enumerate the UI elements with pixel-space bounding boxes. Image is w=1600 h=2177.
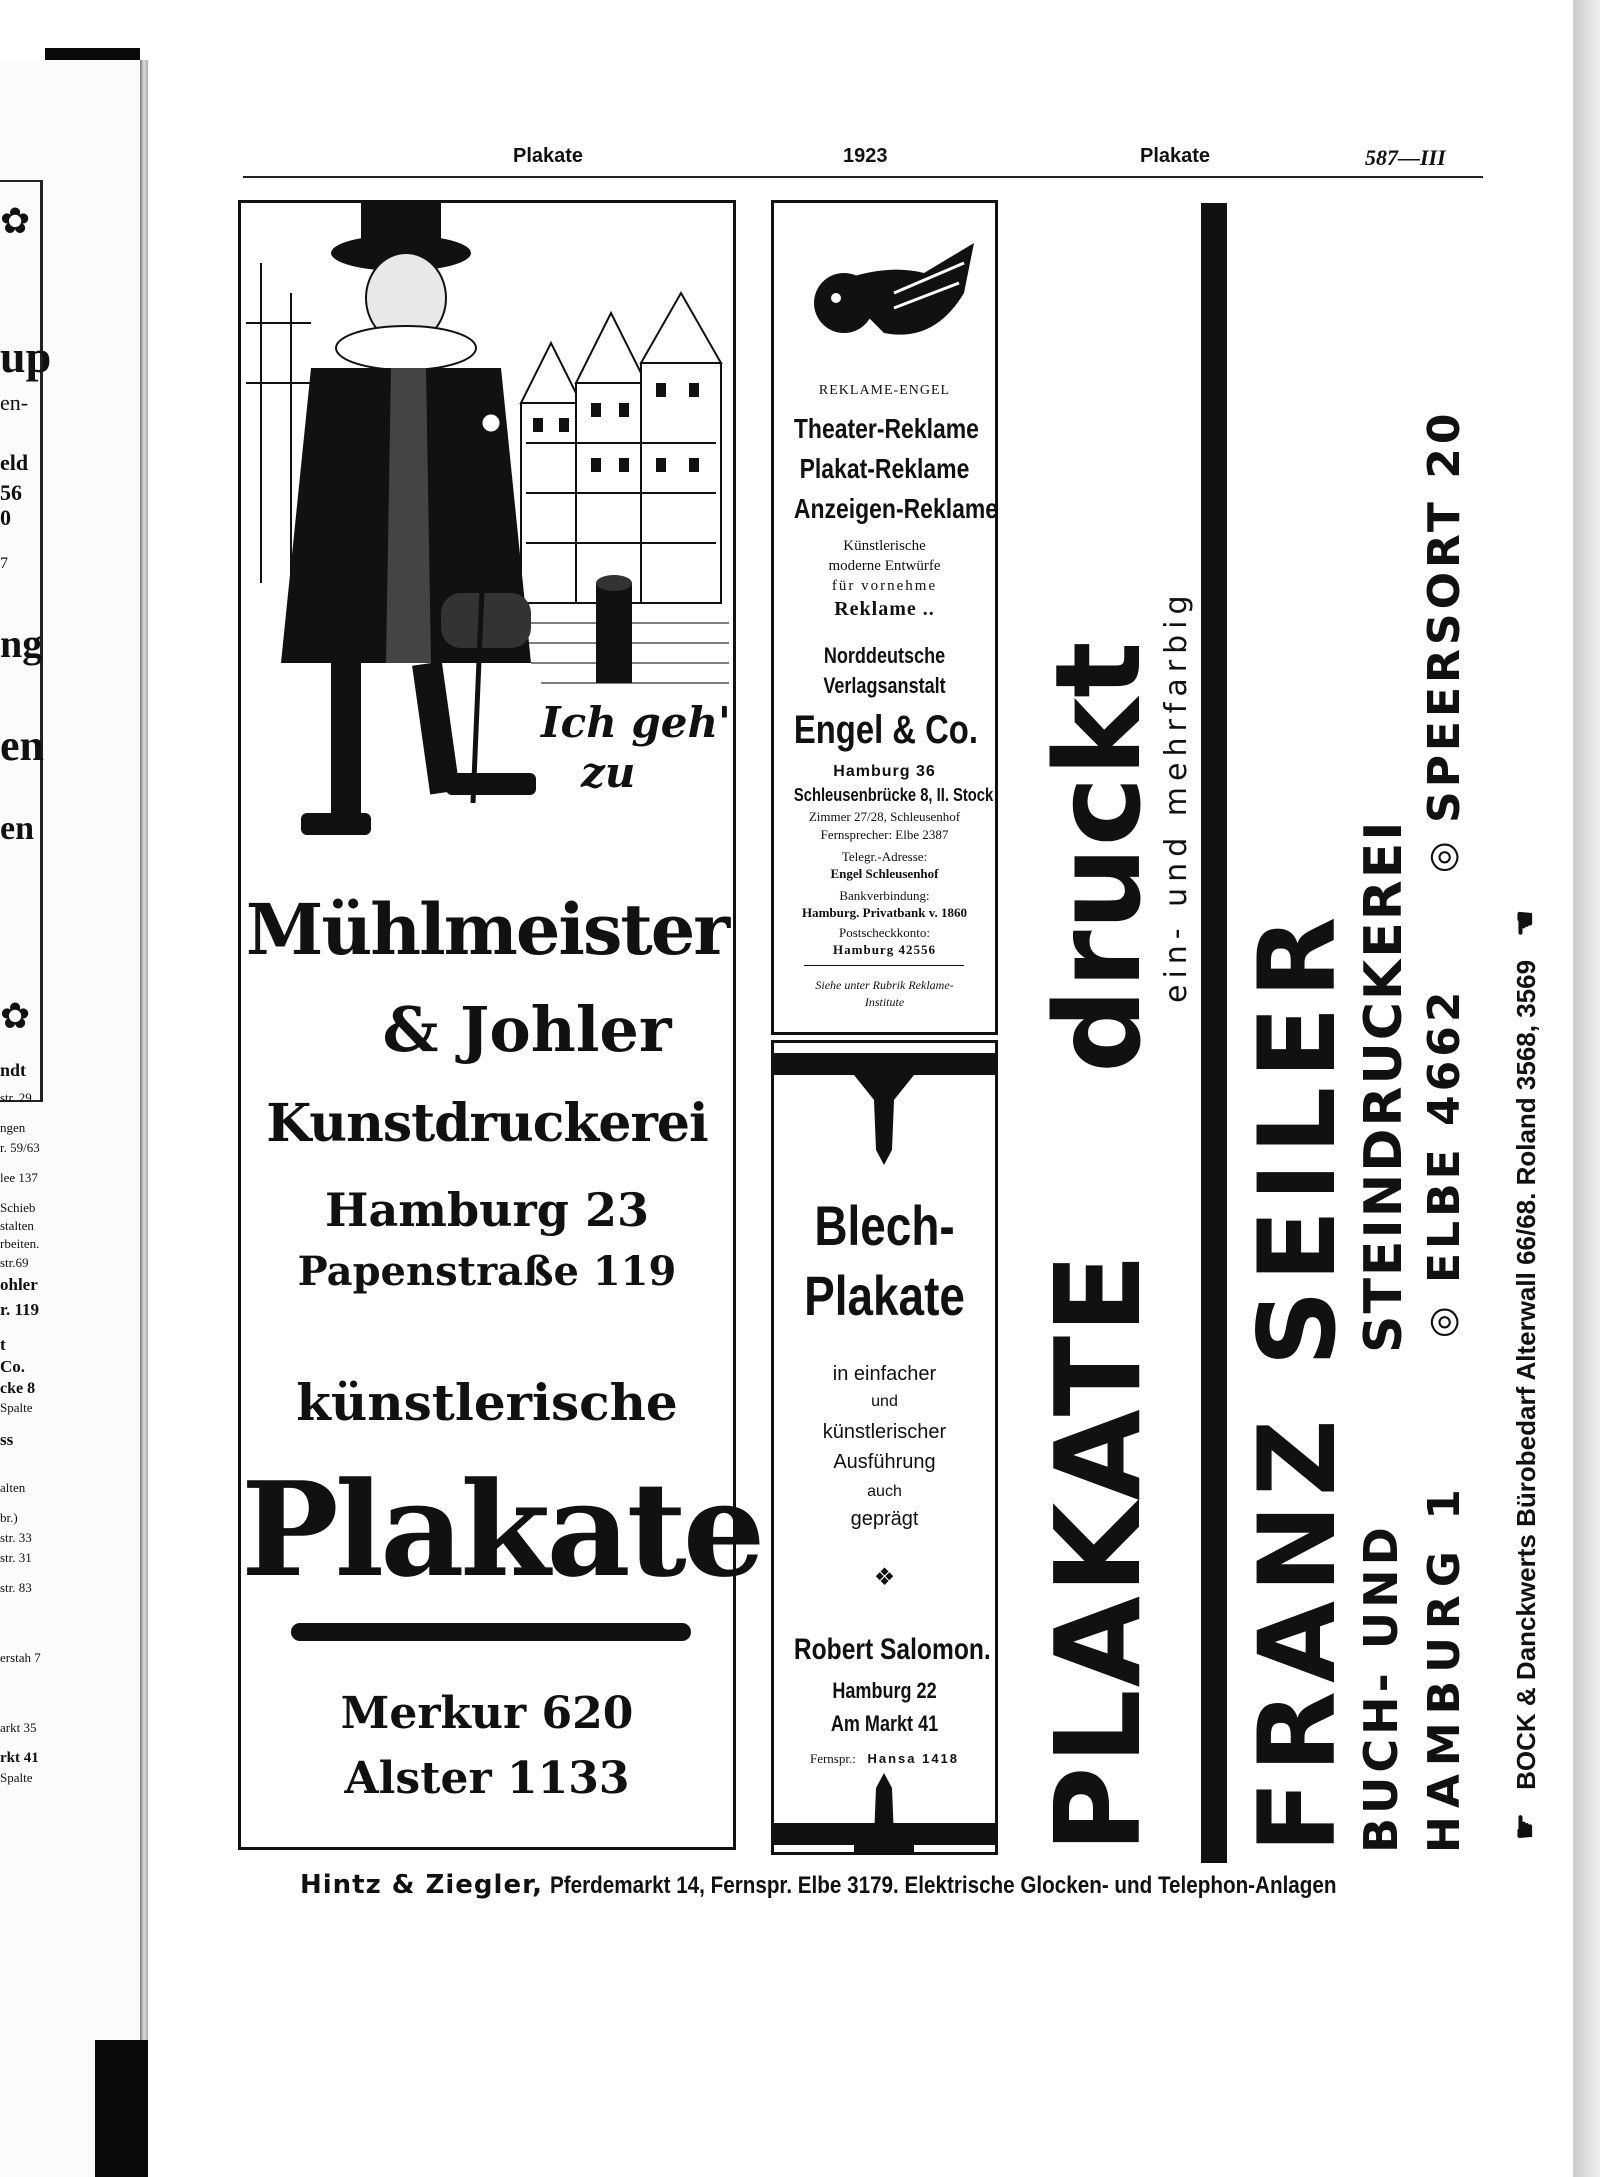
left-page-line: ss (0, 1430, 14, 1449)
left-page-line: arkt 35 (0, 1720, 37, 1735)
left-page-line: Co. (0, 1357, 26, 1376)
ad4-ornament1-icon: ◎ (1421, 1306, 1462, 1338)
ad1-phone2: Alster 1133 (344, 1753, 630, 1804)
left-page-line: en (0, 810, 34, 847)
ad2-desc1: Künstlerische (843, 538, 926, 554)
left-page-line: cke 8 (0, 1380, 36, 1397)
ad4-ornament2-icon: ◎ (1421, 841, 1462, 873)
ad1-phone1: Merkur 620 (340, 1688, 634, 1739)
ad3-ornament-icon: ❖ (873, 1564, 896, 1591)
ad1-underline-bar (291, 1623, 691, 1641)
ad3-top-post-icon (774, 1075, 995, 1165)
ad3-desc1: in einfacher (832, 1363, 937, 1385)
left-page-line: 7 (0, 555, 8, 572)
page-fold (140, 60, 148, 2177)
ad3-title2: Plakate (804, 1264, 965, 1327)
left-page-line: str. 83 (0, 1580, 32, 1595)
left-page-line: 56 (0, 480, 22, 505)
left-page-line: rbeiten. (0, 1236, 40, 1251)
ad1-city: Hamburg 23 (325, 1183, 649, 1237)
left-page-line: rkt 41 (0, 1750, 39, 1766)
mooring-post-top (596, 575, 632, 591)
ad1-business: Kunstdruckerei (266, 1093, 708, 1154)
ad2-rooms: Zimmer 27/28, Schleusenhof (808, 809, 961, 824)
ornament-icon: ✿ (0, 995, 31, 1036)
left-page-line: r. 119 (0, 1300, 40, 1319)
left-page-line: alten (0, 1480, 26, 1495)
footer-company: Hintz & Ziegler, (300, 1870, 543, 1900)
left-page-line: t (0, 1335, 6, 1354)
left-page-line: str. 29 (0, 1090, 32, 1105)
left-page-line: ngen (0, 1120, 26, 1135)
ornament-icon: ✿ (0, 200, 31, 241)
ad4-vertical-bar (1201, 203, 1227, 1863)
left-page-line: r. 59/63 (0, 1140, 40, 1155)
left-page-line: ng (0, 621, 43, 666)
ad3-desc6: geprägt (850, 1508, 919, 1530)
ad2-note1: Siehe unter Rubrik Reklame- (815, 978, 954, 992)
pointing-hand-icon: ☚ (1509, 909, 1542, 937)
reklame-engel-logo-icon (774, 223, 995, 373)
side-ad-text: BOCK & Danckwerts Bürobedarf Alterwall 66/68. Roland 3568, 3569 (1511, 959, 1541, 1790)
left-page-line: str. 33 (0, 1530, 32, 1545)
ad4-big-druckt: druckt (1029, 641, 1167, 1073)
left-page-line: ndt (0, 1060, 27, 1080)
ad4-small-colors: ein- und mehrfarbig (1159, 589, 1194, 1003)
ad-robert-salomon (771, 1040, 998, 1855)
ad1-slogan-line1: Ich geh' (541, 698, 731, 747)
ad2-line2: Plakat-Reklame (799, 453, 970, 484)
side-ad-bock-danckwerts (1508, 910, 1543, 1840)
left-page-line: stalten (0, 1218, 34, 1233)
left-page-line: str. 31 (0, 1550, 32, 1565)
ad4-address2: SPEERSORT 20 (1419, 409, 1470, 823)
ad3-desc3: künstlerischer (822, 1421, 947, 1443)
ad3-phone: Hansa 1418 (867, 1751, 960, 1766)
ad4-phone: ELBE 4662 (1419, 987, 1470, 1283)
left-page-line: Spalte (0, 1770, 33, 1785)
pointing-hand-icon: ☛ (1509, 1813, 1542, 1840)
ad3-bottom-bar (774, 1823, 995, 1845)
left-page-line: erstah 7 (0, 1650, 41, 1665)
ad2-city: Hamburg 36 (833, 763, 936, 780)
ad2-desc4: Reklame .. (834, 598, 935, 620)
harbor-houses (521, 293, 721, 603)
left-page-line: str.69 (0, 1255, 29, 1270)
left-page-line: en (0, 721, 44, 770)
left-page-line: Spalte (0, 1400, 33, 1415)
ad2-desc3: für vornehme (831, 578, 938, 594)
left-page-line: en- (0, 390, 29, 415)
header-category-left: Plakate (513, 145, 584, 167)
ad2-telegram-label: Telegr.-Adresse: (841, 849, 928, 864)
left-page-line: 0 (0, 505, 11, 530)
ad4-big-plakate: PLAKATE (1029, 1251, 1167, 1853)
header-page-number: 587—III (1365, 145, 1446, 170)
ad2-divider (804, 965, 964, 966)
ad3-desc5: auch (867, 1483, 902, 1500)
ad2-phone: Fernsprecher: Elbe 2387 (820, 827, 949, 842)
header-category-right: Plakate (1140, 145, 1211, 167)
footer-advert (300, 1870, 1464, 1900)
ad3-bottom-post-icon (774, 1773, 995, 1868)
left-page-line: Schieb (0, 1200, 36, 1215)
left-page-line: eld (0, 450, 29, 475)
ad4-name: FRANZ SEILER (1236, 908, 1359, 1853)
ad1-slogan-line2: zu (581, 748, 636, 797)
ad-muehlmeister-johler (238, 200, 762, 1850)
ad2-postal-label: Postscheckkonto: (839, 925, 930, 940)
ad4-trade1: BUCH- UND (1354, 1523, 1408, 1853)
footer-text: Pferdemarkt 14, Fernspr. Elbe 3179. Elektrische Glocken- und Telephon-Anlagen (549, 1872, 1337, 1899)
left-page-strip (0, 60, 140, 2177)
ad4-address1: HAMBURG 1 (1419, 1481, 1470, 1853)
ad2-publisher2: Verlagsanstalt (823, 673, 946, 698)
ad3-address: Am Markt 41 (830, 1711, 939, 1736)
ad1-street: Papenstraße 119 (297, 1248, 677, 1295)
header-rule (243, 176, 1483, 178)
ad1-name-line1: Mühlmeister (245, 888, 729, 971)
header-year: 1923 (843, 145, 888, 167)
ad3-top-bar (774, 1053, 995, 1075)
ad2-publisher1: Norddeutsche (823, 643, 946, 668)
left-page-line: lee 137 (0, 1170, 38, 1185)
ad1-name-line2: & Johler (382, 993, 672, 1066)
left-page-line: up (0, 331, 52, 382)
ad3-desc4: Ausführung (833, 1451, 936, 1473)
ad3-title1: Blech- (814, 1194, 955, 1257)
ad2-bank-label: Bankverbindung: (839, 888, 930, 903)
gentleman-figure (281, 203, 536, 835)
ad2-line1: Theater-Reklame (793, 413, 979, 444)
left-page-line: ohler (0, 1275, 38, 1294)
ad2-address: Schleusenbrücke 8, II. Stock (793, 785, 994, 805)
ad2-logo-caption: REKLAME-ENGEL (818, 383, 951, 398)
ad3-phone-label: Fernspr.: (809, 1751, 856, 1766)
ad2-note2: Institute (864, 995, 905, 1009)
ad1-tagline2: Plakate (241, 1453, 762, 1606)
ad3-desc2: und (871, 1393, 898, 1410)
ad3-company: Robert Salomon. (793, 1633, 991, 1666)
ad3-city: Hamburg 22 (832, 1678, 937, 1703)
ad2-postal: Hamburg 42556 (833, 942, 936, 957)
ad4-trade2: STEINDRUCKEREI (1354, 819, 1414, 1353)
mooring-post (596, 583, 632, 683)
ad3-phone-line (774, 1751, 995, 1767)
ad1-tagline1: künstlerische (296, 1373, 678, 1432)
left-border-rule (0, 180, 40, 182)
ad2-bank: Hamburg. Privatbank v. 1860 (801, 905, 968, 920)
ad2-line3: Anzeigen-Reklame (793, 493, 999, 524)
left-page-line: br.) (0, 1510, 18, 1525)
ad2-company: Engel & Co. (793, 708, 978, 752)
right-page-edge (1573, 0, 1600, 2177)
ad-franz-seiler (1018, 200, 1488, 1860)
ad-engel-co (771, 200, 998, 1035)
ad2-desc2: moderne Entwürfe (828, 558, 941, 574)
ad2-telegram: Engel Schleusenhof (830, 866, 939, 881)
